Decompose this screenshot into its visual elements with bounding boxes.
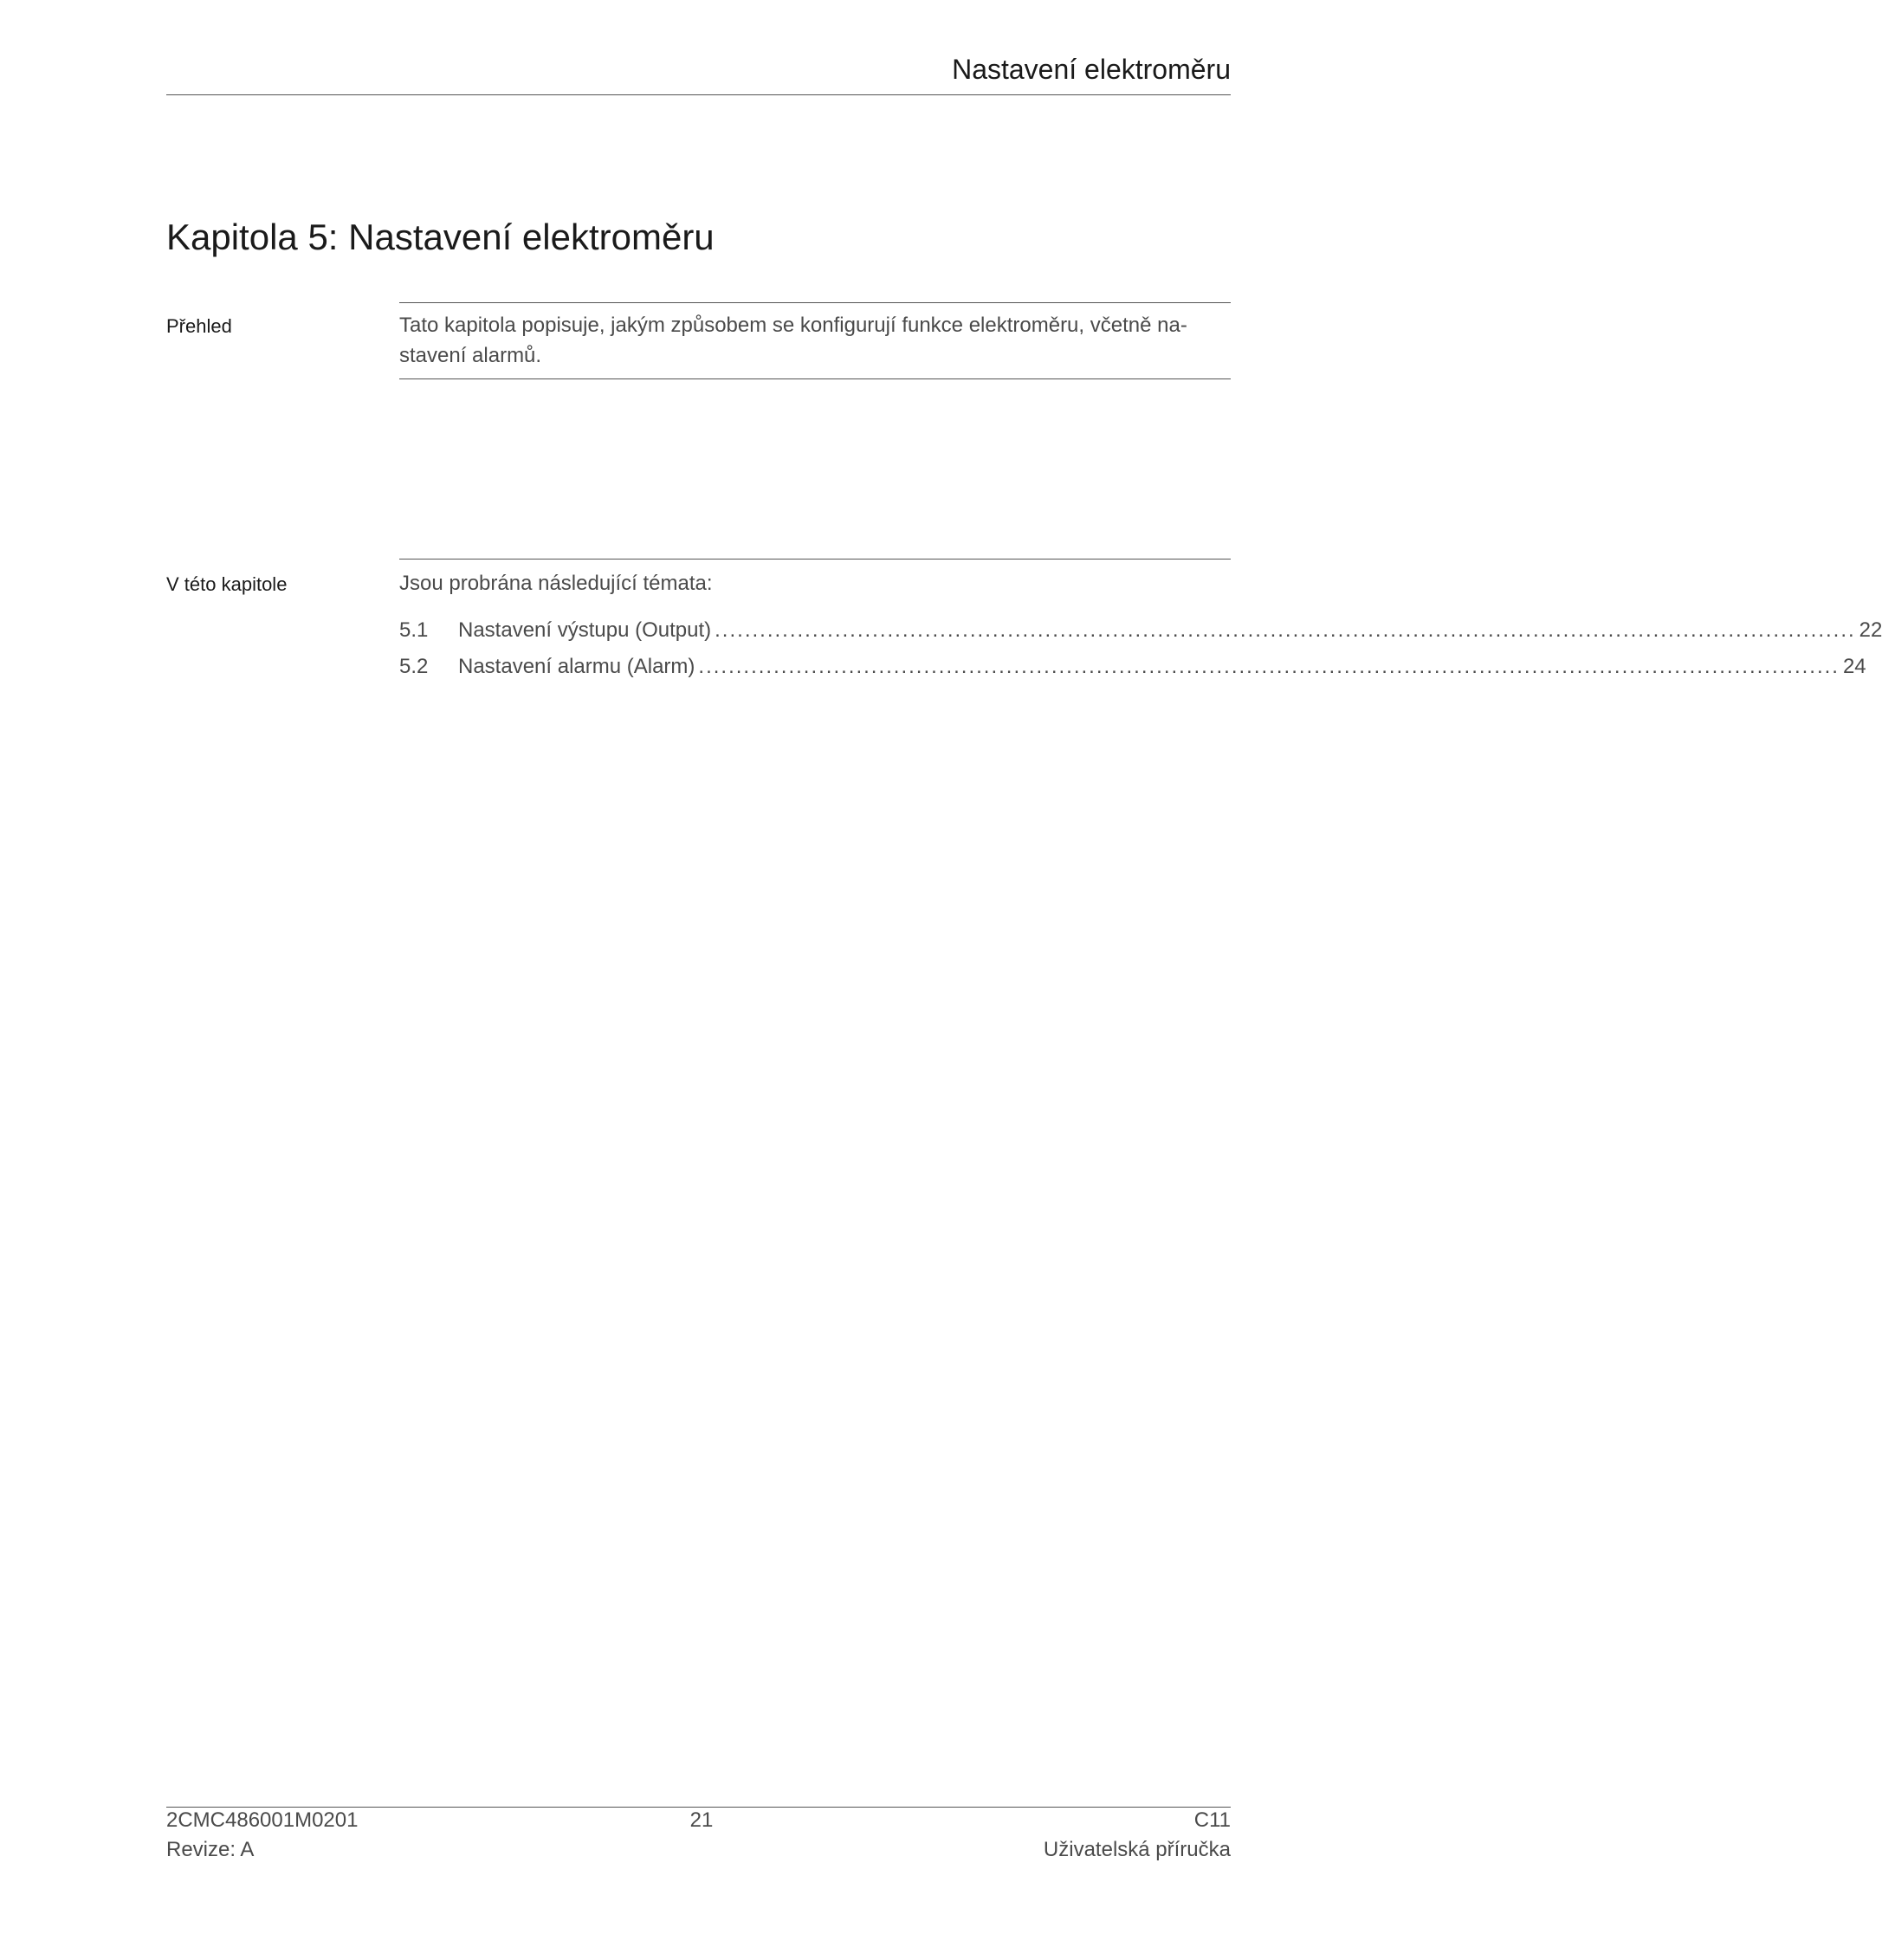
footer-product: C11 xyxy=(1193,1808,1231,1832)
header-divider xyxy=(166,94,1231,95)
running-header: Nastavení elektroměru xyxy=(952,54,1231,85)
toc-entry-page: 22 xyxy=(1859,618,1882,642)
toc-entry-number: 5.1 xyxy=(399,618,429,642)
overview-text xyxy=(399,310,1231,371)
in-chapter-label: V této kapitole xyxy=(166,573,288,595)
overview-label: Přehled xyxy=(166,315,232,337)
toc-leader-dots: ........................................................................................................................................................ xyxy=(715,618,1856,642)
toc-entry-number: 5.2 xyxy=(399,655,429,678)
footer-manual-type: Uživatelská příručka xyxy=(1043,1838,1231,1861)
overview-text-line-1: Tato kapitola popisuje, jakým způsobem se konfigurují funkce elektroměru, včetně na- xyxy=(399,314,1187,337)
chapter-title: Kapitola 5: Nastavení elektroměru xyxy=(166,217,715,257)
footer-divider xyxy=(166,1807,1231,1808)
overview-text-line-2: stavení alarmů. xyxy=(399,344,542,367)
overview-top-rule xyxy=(399,302,1231,303)
toc-entry-page: 24 xyxy=(1842,655,1866,678)
toc-entry[interactable] xyxy=(399,655,1866,679)
toc-entry-title: Nastavení alarmu (Alarm) xyxy=(458,655,695,678)
footer-page-number: 21 xyxy=(689,1808,714,1832)
footer-revision: Revize: A xyxy=(166,1838,255,1861)
overview-bottom-rule xyxy=(399,378,1231,379)
toc-entry[interactable] xyxy=(399,618,1882,643)
toc-entry-title: Nastavení výstupu (Output) xyxy=(458,618,712,642)
toc-leader-dots: ........................................................................................................................................................ xyxy=(698,655,1840,678)
in-chapter-intro: Jsou probrána následující témata: xyxy=(399,572,713,595)
footer-doc-code: 2CMC486001M0201 xyxy=(166,1808,359,1832)
in-chapter-top-rule xyxy=(399,559,1231,560)
